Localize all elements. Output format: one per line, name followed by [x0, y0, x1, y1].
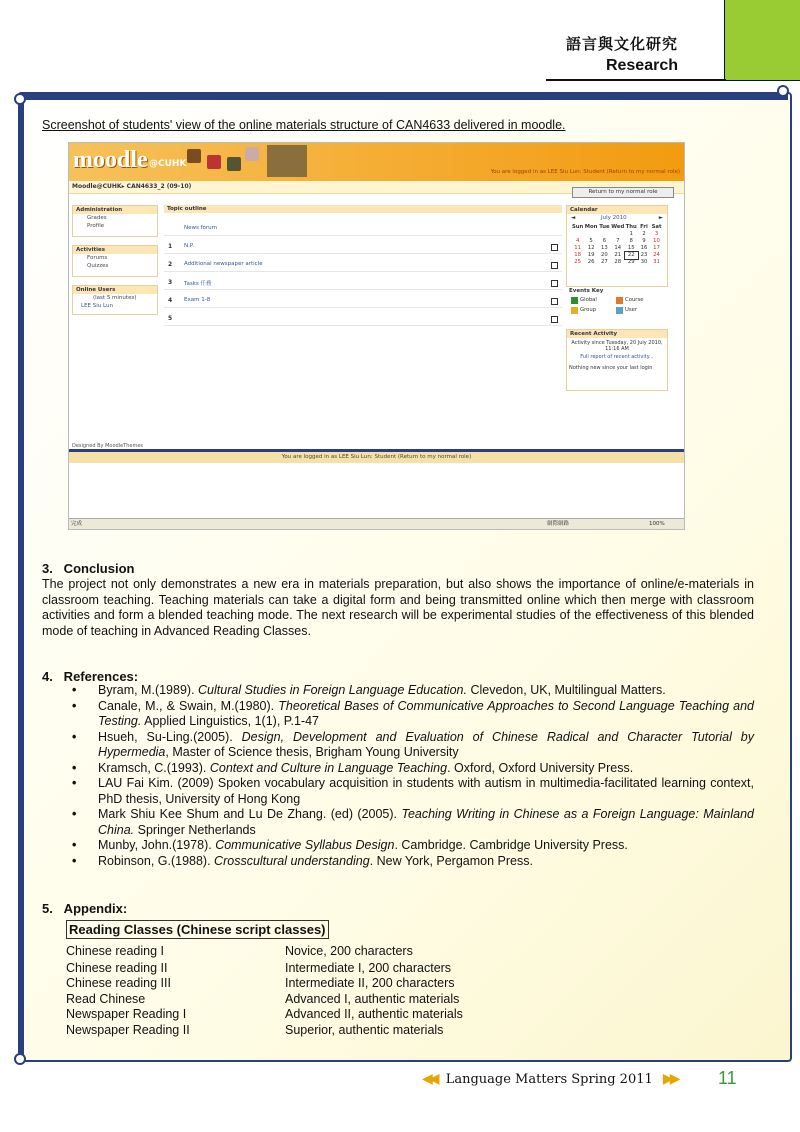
header-title-english: Research: [605, 57, 678, 74]
reference-item: • Kramsch, C.(1993). Context and Culture in Language Teaching. Oxford, Oxford University Press.: [72, 761, 754, 777]
figure-caption: Screenshot of students' view of the online materials structure of CAN4633 delivered in moodle.: [42, 118, 566, 132]
appendix-heading: 5. Appendix:: [42, 901, 128, 916]
calendar-date: [611, 231, 625, 238]
page-number: 11: [718, 1068, 737, 1088]
calendar-date[interactable]: 12: [587, 245, 595, 251]
reference-item: • Mark Shiu Kee Shum and Lu De Zhang. (ed) (2005). Teaching Writing in Chinese as a Foreign Language: Mainland China. Springer Netherlands: [72, 807, 754, 838]
calendar-date[interactable]: 29: [627, 259, 635, 265]
topic-number: 1: [168, 243, 173, 250]
calendar-date[interactable]: 13: [601, 245, 608, 251]
recent-activity-report-link[interactable]: Full report of recent activity...: [580, 354, 654, 360]
status-text: 完成: [71, 521, 83, 527]
frame-corner-knob: [777, 85, 789, 97]
calendar-block: [566, 205, 668, 287]
topic-row: [164, 295, 562, 308]
reference-item: • Munby, John.(1978). Communicative Syllabus Design. Cambridge. Cambridge University Press.: [72, 838, 754, 854]
calendar-day-header: Mon: [584, 224, 598, 230]
reference-item: • Canale, M., & Swain, M.(1980). Theoretical Bases of Communicative Approaches to Second Language Teaching and Testing. Applied Linguistics, 1(1), P.1-47: [72, 699, 754, 730]
calendar-date[interactable]: 27: [601, 259, 608, 265]
calendar-date[interactable]: 26: [587, 259, 595, 265]
frame-left-bar: [18, 96, 24, 1060]
topic-row: [164, 223, 562, 236]
calendar-day-header: Sat: [651, 224, 662, 230]
calendar-day-header: Sun: [571, 224, 584, 230]
designed-by: Designed By MoodleThemes: [72, 443, 144, 449]
banner-decoration-icon: [187, 149, 201, 163]
calendar-day-header: Fri: [640, 224, 648, 230]
moodle-login-info[interactable]: You are logged in as LEE Siu Lun: Student (Return to my normal role): [490, 169, 680, 175]
topic-checkbox[interactable]: [551, 262, 558, 269]
status-zone: 網際網路: [547, 521, 570, 527]
topic-row: [164, 241, 562, 254]
events-key-group[interactable]: Group: [580, 307, 597, 313]
calendar-date[interactable]: 18: [574, 252, 581, 258]
activities-block: [72, 245, 158, 277]
calendar-date[interactable]: 22: [625, 252, 638, 259]
administration-title: Administration: [73, 206, 157, 214]
moodle-footer-login[interactable]: You are logged in as LEE Siu Lun: Student (Return to my normal role): [69, 452, 684, 463]
frame-corner-knob: [14, 93, 26, 105]
topic-label[interactable]: Tasks 任務: [184, 281, 212, 287]
topic-number: 3: [168, 279, 173, 286]
frame-corner-knob: [14, 1053, 26, 1065]
recent-activity-since: Activity since Tuesday, 20 July 2010, 11:16 AM: [571, 340, 663, 352]
page-footer: [422, 1071, 676, 1087]
topic-label[interactable]: News forum: [184, 225, 218, 231]
calendar-date[interactable]: 16: [640, 245, 648, 251]
calendar-month[interactable]: July 2010: [601, 215, 627, 221]
topic-label[interactable]: Exam 1-8: [184, 297, 211, 303]
calendar-date[interactable]: 11: [574, 245, 581, 251]
group-event-icon[interactable]: [571, 307, 578, 314]
references-heading: 4. References:: [42, 669, 139, 684]
activity-item-quizzes[interactable]: Quizzes: [87, 263, 109, 269]
online-user-name[interactable]: LEE Siu Lun: [81, 303, 113, 309]
topic-outline-header: [164, 205, 562, 216]
topic-row: [164, 259, 562, 272]
banner-decoration-icon: [245, 147, 259, 161]
topic-number: 4: [168, 297, 173, 304]
calendar-date[interactable]: 21: [614, 252, 622, 258]
admin-item-grades[interactable]: Grades: [87, 215, 107, 221]
topic-number: 5: [168, 315, 173, 322]
topic-checkbox[interactable]: [551, 244, 558, 251]
calendar-prev-icon[interactable]: ◄: [571, 215, 576, 221]
online-users-title: Online Users: [73, 286, 157, 294]
calendar-date[interactable]: 6: [602, 238, 607, 244]
events-key-grid: [566, 295, 666, 317]
admin-item-profile[interactable]: Profile: [87, 223, 105, 229]
reference-item: • Hsueh, Su-Ling.(2005). Design, Development and Evaluation of Chinese Radical and Character Tutorial by Hypermedia, Master of Science thesis, Brigham Young University: [72, 730, 754, 761]
calendar-date[interactable]: 31: [653, 259, 660, 265]
administration-block: [72, 205, 158, 237]
topic-number: 2: [168, 261, 173, 268]
topic-label[interactable]: N.P.: [184, 243, 195, 249]
topic-label[interactable]: Additional newspaper article: [184, 261, 263, 267]
return-normal-role-button[interactable]: Return to my normal role: [572, 187, 674, 198]
calendar-date[interactable]: 8: [629, 238, 633, 244]
calendar-day-header: Tue: [599, 224, 610, 230]
header-title-chinese: 語言與文化研究: [565, 35, 678, 53]
footer-right-arrows-icon: ▶▶: [662, 1071, 677, 1087]
calendar-date[interactable]: 30: [640, 259, 648, 265]
calendar-date[interactable]: 1: [629, 231, 633, 237]
calendar-date[interactable]: 28: [614, 259, 622, 265]
calendar-title: Calendar: [567, 206, 667, 214]
calendar-date[interactable]: 17: [653, 245, 660, 251]
footer-left-arrows-icon: ◀◀: [422, 1071, 436, 1087]
calendar-date[interactable]: 15: [627, 245, 635, 251]
events-key-global[interactable]: Global: [580, 297, 597, 303]
calendar-day-header: Thu: [625, 224, 637, 230]
breadcrumb-text[interactable]: Moodle@CUHK▸ CAN4633_2 (09-10): [72, 183, 192, 190]
events-key-block: [566, 287, 666, 317]
header-green-block: [724, 0, 800, 81]
course-event-icon[interactable]: [616, 297, 623, 304]
calendar-date[interactable]: 19: [587, 252, 595, 258]
calendar-date[interactable]: 5: [589, 238, 593, 244]
calendar-date: [584, 231, 598, 238]
browser-status-bar: [69, 518, 684, 530]
banner-photo: [267, 145, 307, 177]
moodle-banner: [69, 143, 684, 181]
activities-title: Activities: [73, 246, 157, 254]
activity-item-forums[interactable]: Forums: [87, 255, 108, 261]
calendar-nav: [567, 214, 667, 223]
topic-outline-title: Topic outline: [164, 205, 562, 213]
calendar-next-icon[interactable]: ►: [658, 215, 663, 221]
calendar-date[interactable]: 14: [614, 245, 622, 251]
references-list: [72, 683, 754, 869]
moodle-logo-sub: @CUHK: [149, 159, 187, 169]
calendar-date[interactable]: 25: [574, 259, 581, 265]
recent-activity-block: [566, 329, 668, 391]
reference-item: • LAU Fai Kim. (2009) Spoken vocabulary acquisition in students with autism in multimedia-facilitated learning context, PhD thesis, University of Hong Kong: [72, 776, 754, 807]
topic-row: [164, 277, 562, 290]
recent-activity-nothing: Nothing new since your last login: [569, 365, 653, 371]
user-event-icon[interactable]: [616, 307, 623, 314]
events-key-course[interactable]: Course: [625, 297, 644, 303]
calendar-grid: [571, 224, 663, 266]
banner-decoration-icon: [207, 155, 221, 169]
topic-checkbox[interactable]: [551, 316, 558, 323]
calendar-date[interactable]: 3: [654, 231, 659, 237]
reference-item: • Robinson, G.(1988). Crosscultural understanding. New York, Pergamon Press.: [72, 854, 754, 870]
recent-activity-title: Recent Activity: [567, 330, 667, 338]
calendar-date[interactable]: 24: [653, 252, 660, 258]
calendar-date[interactable]: 4: [575, 238, 580, 244]
moodle-screenshot: [68, 142, 685, 530]
banner-decoration-icon: [227, 157, 241, 171]
calendar-date: [598, 231, 611, 238]
calendar-date[interactable]: 23: [640, 252, 648, 258]
reference-item: • Byram, M.(1989). Cultural Studies in Foreign Language Education. Clevedon, UK, Multilingual Matters.: [72, 683, 754, 699]
header-rule: [546, 79, 726, 81]
appendix-table-title: Reading Classes (Chinese script classes): [66, 920, 329, 939]
calendar-date: [571, 231, 584, 238]
calendar-date[interactable]: 10: [653, 238, 660, 244]
events-key-user[interactable]: User: [625, 307, 638, 313]
calendar-date[interactable]: 20: [601, 252, 608, 258]
events-key-title: Events Key: [569, 288, 604, 294]
online-users-block: [72, 285, 158, 315]
calendar-date[interactable]: 2: [642, 231, 646, 237]
calendar-date[interactable]: 7: [616, 238, 620, 244]
moodle-logo: moodle: [73, 147, 148, 173]
topic-checkbox[interactable]: [551, 298, 558, 305]
online-users-period: (last 5 minutes): [93, 295, 137, 301]
calendar-day-header: Wed: [611, 224, 625, 230]
topic-row: [164, 313, 562, 326]
conclusion-text: The project not only demonstrates a new era in materials preparation, but also shows the importance of online/e-materials in classroom teaching. Teaching materials can take a digital form and being transmitted online which then merge with classroom activities and form a blended teaching mode. The next research will be experimental studies of the effectiveness of this blended mode of teaching in Advanced Reading Classes.: [42, 577, 754, 638]
status-zoom[interactable]: 100%: [649, 521, 665, 527]
conclusion-heading: 3. Conclusion: [42, 561, 135, 576]
global-event-icon[interactable]: [571, 297, 578, 304]
frame-top-bar: [18, 92, 788, 100]
footer-text: Language Matters Spring 2011: [445, 1072, 653, 1087]
topic-checkbox[interactable]: [551, 280, 558, 287]
calendar-date[interactable]: 9: [642, 238, 646, 244]
